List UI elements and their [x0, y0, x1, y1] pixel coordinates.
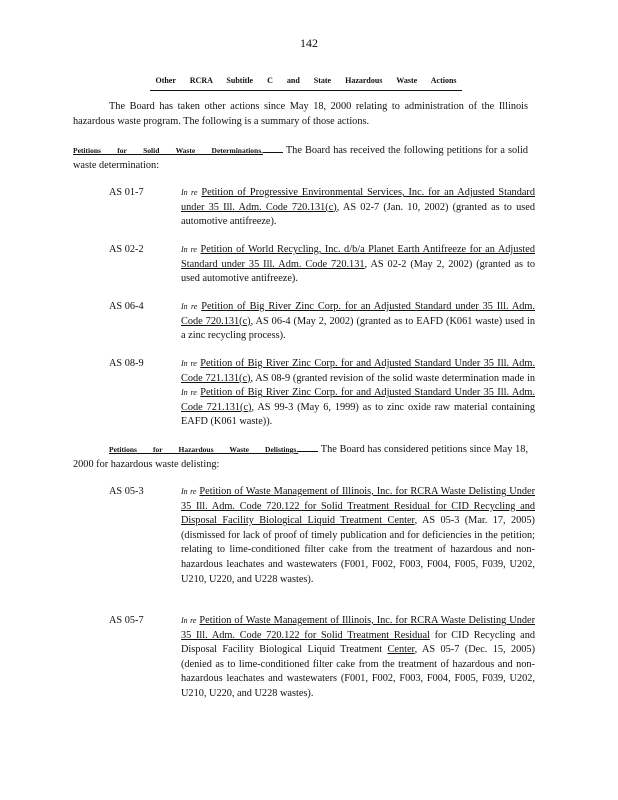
solid-waste-text: The Board has received the following petitions for a solid waste determination:	[73, 145, 528, 171]
case-details: , AS 99-3 (May 6, 1999) as to zinc oxide raw material containing EAFD (K061 waste)).	[181, 401, 535, 428]
in-re-label: In re	[181, 188, 198, 197]
entry-text	[181, 357, 535, 430]
delisting-paragraph	[73, 443, 528, 472]
delisting-heading: Petitions for Hazardous Waste Delistings.	[109, 445, 299, 454]
entry-id: AS 01-7	[109, 187, 144, 198]
entry-id: AS 06-4	[109, 301, 144, 312]
in-re-label: In re	[181, 487, 197, 496]
case-title-tail: Center	[387, 644, 415, 656]
in-re-label: In re	[181, 616, 197, 625]
in-re-label: In re	[181, 388, 197, 398]
case-title: Petition of World Recycling, Inc. d/b/a Planet Earth Antifreeze for an Adjusted Standard under 35 Ill. Adm. Code 720.131	[181, 244, 536, 270]
case-details: , AS 05-3 (Mar. 17, 2005) (dismissed for lack of proof of timely publication and for deficiencies in the petition; relating to lime-conditioned filter cake from the treatment of hazardous and non-hazardous leachates and wastewaters (F001, F002, F003, F004, F005, F039, U202, U210, U220, and U228 wastes).	[181, 515, 535, 585]
case-details: , AS 05-7 (Dec. 15, 2005) (denied as to lime-conditioned filter cake from the treatment of hazardous and non-hazardous leachates and wastewaters (F001, F002, F003, F004, F005, F039, U202, U210, U220, and U228 wastes).	[181, 644, 535, 699]
entry-text	[181, 614, 535, 702]
case-title: Petition of Big River Zinc Corp. for an Adjusted Standard under 35 Ill. Adm. Code 720.131(c)	[181, 301, 535, 327]
in-re-label: In re	[181, 245, 197, 254]
in-re-label: In re	[181, 302, 198, 311]
case-title: Petition of Progressive Environmental Services, Inc. for an Adjusted Standard under 35 Ill. Adm. Code 720.131(c)	[181, 187, 536, 213]
case-title: Petition of Waste Management of Illinois, Inc. for RCRA Waste Delisting Under 35 Ill. Adm. Code 720.122 for Solid Treatment Residual for CID Recycling and Disposal Facility Biological Liquid Treatment Center	[181, 486, 535, 527]
entry-text	[181, 300, 535, 344]
page-number: 142	[300, 36, 318, 50]
entry-id: AS 08-9	[109, 358, 144, 369]
delisting-text: The Board has considered petitions since May 18, 2000 for hazardous waste delisting:	[73, 444, 529, 470]
case-title-plain: for CID Recycling and Disposal Facility Biological Liquid Treatment	[181, 629, 536, 656]
case-title: Petition of Big River Zinc Corp. for and Adjusted Standard Under 35 Ill. Adm. Code 721.131(c)	[181, 387, 536, 413]
entry-text	[181, 485, 535, 587]
case-details: , AS 02-2 (May 2, 2002) (granted as to used automotive antifreeze).	[181, 258, 535, 285]
entry-text	[181, 186, 535, 230]
in-re-label: In re	[181, 359, 197, 368]
entry-id: AS 02-2	[109, 244, 144, 255]
case-details: , AS 08-9 (granted revision of the solid waste determination made in	[250, 372, 536, 384]
entry-text	[181, 243, 535, 287]
case-details: , AS 02-7 (Jan. 10, 2002) (granted as to used automotive antifreeze).	[181, 201, 535, 228]
case-title: Petition of Waste Management of Illinois, Inc. for RCRA Waste Delisting Under 35 Ill. Adm. Code 720.122 for Solid Treatment Residual	[181, 615, 535, 641]
case-title: Petition of Big River Zinc Corp. for and Adjusted Standard Under 35 Ill. Adm. Code 721.131(c)	[181, 358, 536, 384]
solid-waste-paragraph	[73, 144, 528, 173]
intro-paragraph	[73, 100, 528, 129]
entry-id: AS 05-7	[109, 615, 144, 626]
section-title: Other RCRA Subtitle C and State Hazardous Waste Actions	[150, 74, 462, 91]
entry-id: AS 05-3	[109, 486, 144, 497]
intro-text: The Board has taken other actions since May 18, 2000 relating to administration of the Illinois hazardous waste program. The following is a summary of those actions.	[73, 101, 528, 127]
solid-waste-heading: Petitions for Solid Waste Determinations.	[73, 146, 263, 155]
case-details: , AS 06-4 (May 2, 2002) (granted as to EAFD (K061 waste) used in a zinc recycling process).	[181, 315, 536, 342]
